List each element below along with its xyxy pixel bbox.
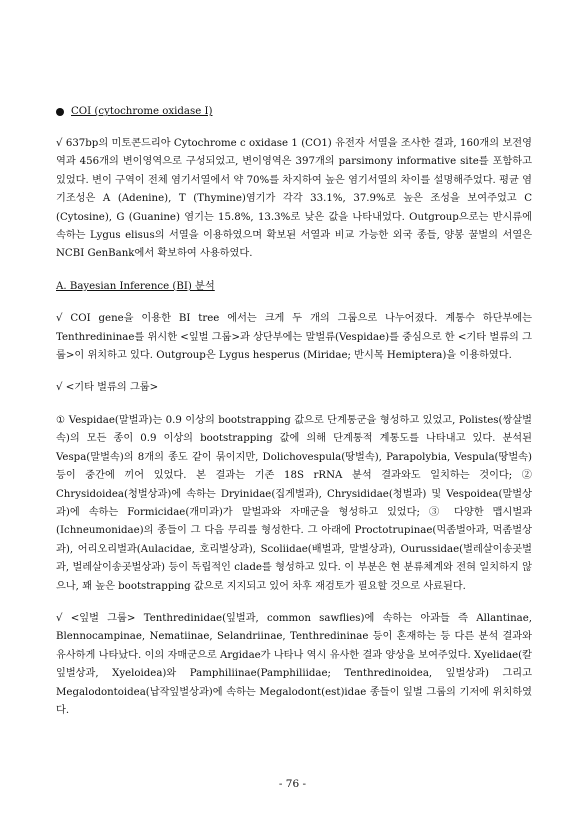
paragraph-other-group-title: √ <기타 벌류의 그룹> [56, 382, 159, 394]
paragraph-other-group: ① Vespidae(말벌과)는 0.9 이상의 bootstrapping 값으로 단계통군을 형성하고 있었고, Polistes(쌍살벌속)의 모든 종이 0.9 이상의 bootstrapping 값에 의해 단계통적 계통도를 나타내고 있다. 분석된 Vespa(말벌속)의 8개의 종도 같이 묶이지만, Dolichovespula(땅벌속), Parapolybia, Vespula(땅벌속) 등이 중간에 끼어 있었다. 본 결과는 기존 18S rRNA 분석 결과와도 일치하는 것이다; ② Chrysidoidea(청벌상과)에 속하는 Dryinidae(집게벌과), Chrysididae(청벌과) 및 Vespoidea(말벌상과)에 속하는 Formicidae(개미과)가 말벌과와 자매군을 형성하고 있었다; ③ 다양한 맵시벌과(Ichneumonidae)의 종들이 그 다음 무리를 형성한다. 그 아래에 Proctotrupinae(먹좀벌아과, 먹좀벌상과), 어리오리벌과(Aulacidae, 호리벌상과), Scoliidae(배벌과, 말벌상과), Ourussidae(벌레살이송곳벌과, 벌레살이송곳벌상과) 등이 독립적인 clade를 형성하고 있다. 이 부분은 현 분류체계와 전혀 일치하지 않으나, 꽤 높은 bootstrapping 값으로 지지되고 있어 차후 재검토가 필요할 것으로 사료된다. [56, 414, 532, 592]
document-body [56, 103, 532, 720]
page-number: - 76 - [278, 778, 307, 790]
paragraph-sawfly-group: √ <잎벌 그룹> Tenthredinidae(잎벌과, common sawflies)에 속하는 아과들 즉 Allantinae, Blennocampinae, Nematiinae, Selandriinae, Tenthredininae 등이 혼재하는 등 다른 분석 결과와 유사하게 나타났다. 이의 자매군으로 Argidae가 나타나 역시 유사한 결과 양상을 보여주었다. Xyelidae(칼잎벌상과, Xyeloidea)와 Pamphiliinae(Pamphiliidae; Tenthredinoidea, 잎벌상과) 그리고 Megalodontoidea(납작잎벌상과)에 속하는 Megalodont(est)idae 종들이 잎벌 그룹의 기저에 위치하였다. [56, 612, 532, 716]
paragraph-coi-summary: √ 637bp의 미토콘드리아 Cytochrome c oxidase 1 (CO1) 유전자 서열을 조사한 결과, 160개의 보전영역과 456개의 변이영역으로 구성되었고, 변이영역은 397개의 parsimony informative site를 포함하고 있었다. 변이 구역이 전체 염기서열에서 약 70%를 차지하여 높은 염기서열의 차이를 설명해주었다. 평균 염기조성은 A (Adenine), T (Thymine)염기가 각각 33.1%, 37.9%로 높은 조성을 보여주었고 C (Cytosine), G (Guanine) 염기는 15.8%, 13.3%로 낮은 값을 나타내었다. Outgroup으로는 반시류에 속하는 Lygus elisus의 서열을 이용하였으며 확보된 서열과 비교 가능한 외국 종들, 양봉 꿀벌의 서열은 NCBI GenBank에서 확보하여 사용하였다. [56, 138, 532, 260]
section-heading-text: COI (cytochrome oxidase I) [71, 106, 213, 117]
subheading-bayesian: A. Bayesian Inference (BI) 분석 [56, 280, 215, 292]
paragraph-bi-tree: √ COI gene을 이용한 BI tree 에서는 크게 두 개의 그룹으로 나누어졌다. 계통수 하단부에는 Tenthredininae를 위시한 <잎벌 그룹>과 상단부에는 말벌류(Vespidae)를 중심으로 한 <기타 벌류의 그룹>이 위치하고 있다. Outgroup은 Lygus hesperus (Miridae; 반시목 Hemiptera)을 이용하였다. [56, 313, 532, 362]
section-heading [56, 103, 532, 121]
bullet-icon [56, 108, 64, 116]
